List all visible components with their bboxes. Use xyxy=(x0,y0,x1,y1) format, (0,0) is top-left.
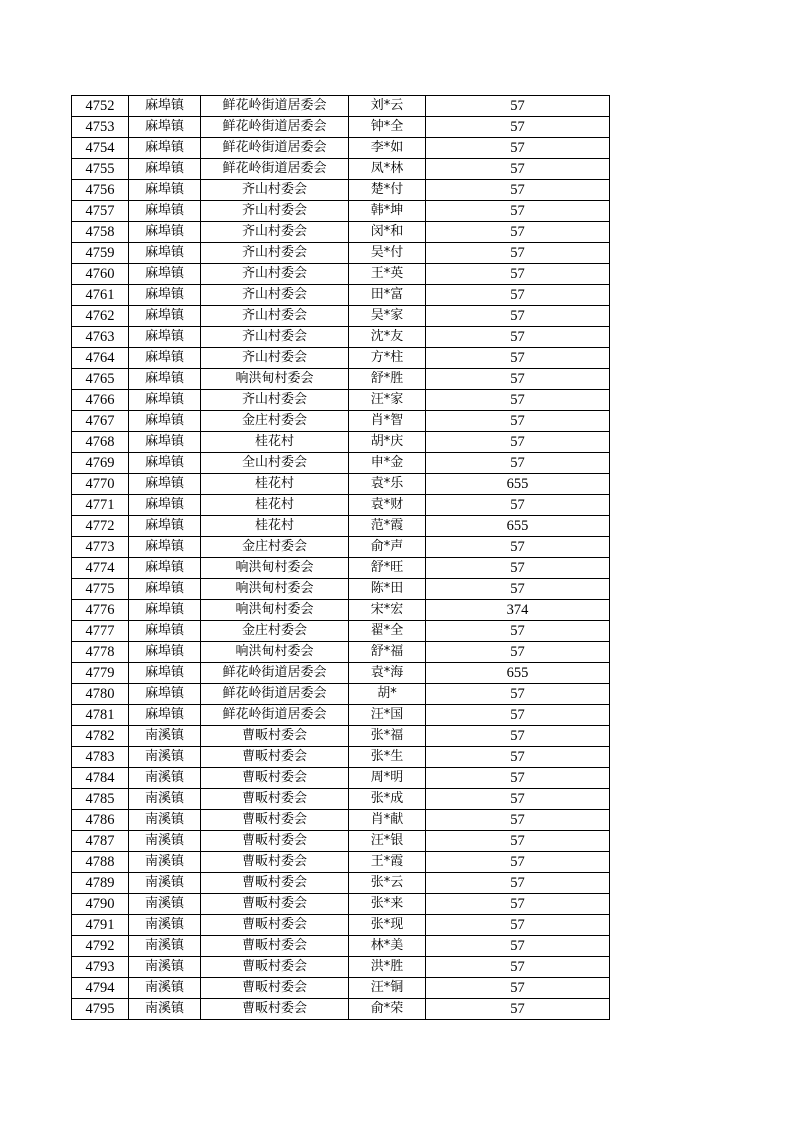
town-cell: 南溪镇 xyxy=(129,789,201,810)
town-cell: 麻埠镇 xyxy=(129,180,201,201)
town-cell: 麻埠镇 xyxy=(129,495,201,516)
town-cell: 麻埠镇 xyxy=(129,285,201,306)
table-row xyxy=(72,600,610,621)
serial-number-cell: 4782 xyxy=(72,726,129,747)
serial-number-cell: 4754 xyxy=(72,138,129,159)
serial-number-cell: 4793 xyxy=(72,957,129,978)
town-cell: 麻埠镇 xyxy=(129,579,201,600)
serial-number-cell: 4757 xyxy=(72,201,129,222)
village-committee-cell: 响洪甸村委会 xyxy=(201,369,349,390)
table-row xyxy=(72,348,610,369)
amount-cell: 57 xyxy=(426,201,610,222)
serial-number-cell: 4771 xyxy=(72,495,129,516)
town-cell: 麻埠镇 xyxy=(129,159,201,180)
table-row xyxy=(72,789,610,810)
town-cell: 南溪镇 xyxy=(129,747,201,768)
serial-number-cell: 4770 xyxy=(72,474,129,495)
amount-cell: 57 xyxy=(426,495,610,516)
table-row xyxy=(72,369,610,390)
serial-number-cell: 4766 xyxy=(72,390,129,411)
amount-cell: 57 xyxy=(426,873,610,894)
person-name-cell: 汪*铜 xyxy=(349,978,426,999)
village-committee-cell: 响洪甸村委会 xyxy=(201,600,349,621)
serial-number-cell: 4779 xyxy=(72,663,129,684)
person-name-cell: 袁*乐 xyxy=(349,474,426,495)
amount-cell: 57 xyxy=(426,936,610,957)
person-name-cell: 韩*坤 xyxy=(349,201,426,222)
data-table xyxy=(71,95,610,1020)
table-row xyxy=(72,537,610,558)
person-name-cell: 张*现 xyxy=(349,915,426,936)
person-name-cell: 舒*旺 xyxy=(349,558,426,579)
village-committee-cell: 齐山村委会 xyxy=(201,222,349,243)
table-row xyxy=(72,768,610,789)
village-committee-cell: 鲜花岭街道居委会 xyxy=(201,138,349,159)
table-row xyxy=(72,684,610,705)
town-cell: 麻埠镇 xyxy=(129,306,201,327)
serial-number-cell: 4760 xyxy=(72,264,129,285)
town-cell: 麻埠镇 xyxy=(129,264,201,285)
amount-cell: 57 xyxy=(426,978,610,999)
person-name-cell: 刘*云 xyxy=(349,96,426,117)
serial-number-cell: 4752 xyxy=(72,96,129,117)
amount-cell: 57 xyxy=(426,558,610,579)
amount-cell: 57 xyxy=(426,579,610,600)
amount-cell: 57 xyxy=(426,852,610,873)
person-name-cell: 张*来 xyxy=(349,894,426,915)
table-row xyxy=(72,117,610,138)
serial-number-cell: 4762 xyxy=(72,306,129,327)
village-committee-cell: 鲜花岭街道居委会 xyxy=(201,96,349,117)
village-committee-cell: 桂花村 xyxy=(201,474,349,495)
town-cell: 麻埠镇 xyxy=(129,474,201,495)
village-committee-cell: 齐山村委会 xyxy=(201,285,349,306)
amount-cell: 57 xyxy=(426,411,610,432)
table-row xyxy=(72,579,610,600)
town-cell: 麻埠镇 xyxy=(129,600,201,621)
amount-cell: 57 xyxy=(426,621,610,642)
person-name-cell: 宋*宏 xyxy=(349,600,426,621)
serial-number-cell: 4791 xyxy=(72,915,129,936)
town-cell: 麻埠镇 xyxy=(129,201,201,222)
table-row xyxy=(72,936,610,957)
village-committee-cell: 响洪甸村委会 xyxy=(201,579,349,600)
amount-cell: 57 xyxy=(426,789,610,810)
serial-number-cell: 4792 xyxy=(72,936,129,957)
person-name-cell: 俞*荣 xyxy=(349,999,426,1020)
person-name-cell: 胡* xyxy=(349,684,426,705)
person-name-cell: 闵*和 xyxy=(349,222,426,243)
table-row xyxy=(72,621,610,642)
table-row xyxy=(72,390,610,411)
person-name-cell: 舒*胜 xyxy=(349,369,426,390)
serial-number-cell: 4794 xyxy=(72,978,129,999)
person-name-cell: 张*云 xyxy=(349,873,426,894)
village-committee-cell: 金庄村委会 xyxy=(201,411,349,432)
village-committee-cell: 曹畈村委会 xyxy=(201,747,349,768)
serial-number-cell: 4781 xyxy=(72,705,129,726)
person-name-cell: 方*柱 xyxy=(349,348,426,369)
serial-number-cell: 4756 xyxy=(72,180,129,201)
amount-cell: 57 xyxy=(426,768,610,789)
village-committee-cell: 曹畈村委会 xyxy=(201,726,349,747)
person-name-cell: 李*如 xyxy=(349,138,426,159)
village-committee-cell: 曹畈村委会 xyxy=(201,915,349,936)
table-row xyxy=(72,894,610,915)
table-row xyxy=(72,852,610,873)
village-committee-cell: 曹畈村委会 xyxy=(201,978,349,999)
town-cell: 麻埠镇 xyxy=(129,684,201,705)
town-cell: 麻埠镇 xyxy=(129,705,201,726)
amount-cell: 57 xyxy=(426,726,610,747)
serial-number-cell: 4785 xyxy=(72,789,129,810)
town-cell: 麻埠镇 xyxy=(129,138,201,159)
person-name-cell: 洪*胜 xyxy=(349,957,426,978)
table-row xyxy=(72,285,610,306)
amount-cell: 655 xyxy=(426,474,610,495)
town-cell: 麻埠镇 xyxy=(129,642,201,663)
amount-cell: 57 xyxy=(426,390,610,411)
person-name-cell: 吴*付 xyxy=(349,243,426,264)
town-cell: 麻埠镇 xyxy=(129,390,201,411)
serial-number-cell: 4755 xyxy=(72,159,129,180)
person-name-cell: 沈*友 xyxy=(349,327,426,348)
amount-cell: 57 xyxy=(426,96,610,117)
table-row xyxy=(72,810,610,831)
amount-cell: 57 xyxy=(426,747,610,768)
serial-number-cell: 4759 xyxy=(72,243,129,264)
town-cell: 麻埠镇 xyxy=(129,537,201,558)
town-cell: 南溪镇 xyxy=(129,957,201,978)
amount-cell: 57 xyxy=(426,432,610,453)
town-cell: 麻埠镇 xyxy=(129,243,201,264)
table-row xyxy=(72,243,610,264)
amount-cell: 57 xyxy=(426,957,610,978)
table-row xyxy=(72,495,610,516)
village-committee-cell: 桂花村 xyxy=(201,495,349,516)
person-name-cell: 陈*田 xyxy=(349,579,426,600)
amount-cell: 57 xyxy=(426,285,610,306)
town-cell: 南溪镇 xyxy=(129,810,201,831)
serial-number-cell: 4777 xyxy=(72,621,129,642)
person-name-cell: 林*美 xyxy=(349,936,426,957)
table-row xyxy=(72,642,610,663)
town-cell: 南溪镇 xyxy=(129,726,201,747)
table-row xyxy=(72,999,610,1020)
person-name-cell: 舒*福 xyxy=(349,642,426,663)
serial-number-cell: 4753 xyxy=(72,117,129,138)
person-name-cell: 范*霞 xyxy=(349,516,426,537)
amount-cell: 57 xyxy=(426,243,610,264)
amount-cell: 57 xyxy=(426,684,610,705)
village-committee-cell: 曹畈村委会 xyxy=(201,810,349,831)
serial-number-cell: 4765 xyxy=(72,369,129,390)
person-name-cell: 俞*声 xyxy=(349,537,426,558)
table-row xyxy=(72,747,610,768)
amount-cell: 57 xyxy=(426,915,610,936)
person-name-cell: 吴*家 xyxy=(349,306,426,327)
table-row xyxy=(72,705,610,726)
town-cell: 麻埠镇 xyxy=(129,348,201,369)
table-body xyxy=(72,96,610,1020)
town-cell: 麻埠镇 xyxy=(129,453,201,474)
town-cell: 麻埠镇 xyxy=(129,432,201,453)
serial-number-cell: 4773 xyxy=(72,537,129,558)
town-cell: 南溪镇 xyxy=(129,873,201,894)
amount-cell: 57 xyxy=(426,999,610,1020)
table-row xyxy=(72,159,610,180)
amount-cell: 57 xyxy=(426,642,610,663)
serial-number-cell: 4764 xyxy=(72,348,129,369)
amount-cell: 655 xyxy=(426,516,610,537)
person-name-cell: 钟*全 xyxy=(349,117,426,138)
village-committee-cell: 鲜花岭街道居委会 xyxy=(201,159,349,180)
table-row xyxy=(72,432,610,453)
person-name-cell: 凤*林 xyxy=(349,159,426,180)
person-name-cell: 申*金 xyxy=(349,453,426,474)
amount-cell: 57 xyxy=(426,327,610,348)
serial-number-cell: 4786 xyxy=(72,810,129,831)
town-cell: 南溪镇 xyxy=(129,831,201,852)
person-name-cell: 袁*海 xyxy=(349,663,426,684)
town-cell: 麻埠镇 xyxy=(129,96,201,117)
village-committee-cell: 曹畈村委会 xyxy=(201,768,349,789)
serial-number-cell: 4788 xyxy=(72,852,129,873)
person-name-cell: 张*生 xyxy=(349,747,426,768)
serial-number-cell: 4789 xyxy=(72,873,129,894)
table-row xyxy=(72,222,610,243)
town-cell: 南溪镇 xyxy=(129,915,201,936)
village-committee-cell: 曹畈村委会 xyxy=(201,789,349,810)
town-cell: 南溪镇 xyxy=(129,768,201,789)
person-name-cell: 汪*家 xyxy=(349,390,426,411)
village-committee-cell: 齐山村委会 xyxy=(201,243,349,264)
serial-number-cell: 4758 xyxy=(72,222,129,243)
table-row xyxy=(72,663,610,684)
town-cell: 南溪镇 xyxy=(129,978,201,999)
person-name-cell: 张*成 xyxy=(349,789,426,810)
village-committee-cell: 曹畈村委会 xyxy=(201,831,349,852)
village-committee-cell: 齐山村委会 xyxy=(201,306,349,327)
table-row xyxy=(72,96,610,117)
village-committee-cell: 曹畈村委会 xyxy=(201,957,349,978)
table-row xyxy=(72,957,610,978)
person-name-cell: 周*明 xyxy=(349,768,426,789)
village-committee-cell: 响洪甸村委会 xyxy=(201,642,349,663)
town-cell: 南溪镇 xyxy=(129,852,201,873)
table-row xyxy=(72,726,610,747)
amount-cell: 57 xyxy=(426,894,610,915)
person-name-cell: 王*霞 xyxy=(349,852,426,873)
amount-cell: 57 xyxy=(426,138,610,159)
village-committee-cell: 曹畈村委会 xyxy=(201,894,349,915)
serial-number-cell: 4775 xyxy=(72,579,129,600)
village-committee-cell: 鲜花岭街道居委会 xyxy=(201,705,349,726)
amount-cell: 374 xyxy=(426,600,610,621)
village-committee-cell: 曹畈村委会 xyxy=(201,999,349,1020)
amount-cell: 57 xyxy=(426,264,610,285)
village-committee-cell: 桂花村 xyxy=(201,432,349,453)
village-committee-cell: 齐山村委会 xyxy=(201,390,349,411)
serial-number-cell: 4768 xyxy=(72,432,129,453)
person-name-cell: 肖*智 xyxy=(349,411,426,432)
person-name-cell: 袁*财 xyxy=(349,495,426,516)
village-committee-cell: 曹畈村委会 xyxy=(201,936,349,957)
serial-number-cell: 4795 xyxy=(72,999,129,1020)
village-committee-cell: 齐山村委会 xyxy=(201,180,349,201)
serial-number-cell: 4769 xyxy=(72,453,129,474)
person-name-cell: 楚*付 xyxy=(349,180,426,201)
amount-cell: 57 xyxy=(426,453,610,474)
table-row xyxy=(72,453,610,474)
serial-number-cell: 4772 xyxy=(72,516,129,537)
town-cell: 麻埠镇 xyxy=(129,621,201,642)
village-committee-cell: 曹畈村委会 xyxy=(201,852,349,873)
village-committee-cell: 金庄村委会 xyxy=(201,537,349,558)
village-committee-cell: 齐山村委会 xyxy=(201,327,349,348)
town-cell: 麻埠镇 xyxy=(129,369,201,390)
table-row xyxy=(72,978,610,999)
village-committee-cell: 金庄村委会 xyxy=(201,621,349,642)
serial-number-cell: 4783 xyxy=(72,747,129,768)
table-row xyxy=(72,264,610,285)
amount-cell: 57 xyxy=(426,831,610,852)
village-committee-cell: 鲜花岭街道居委会 xyxy=(201,117,349,138)
amount-cell: 57 xyxy=(426,222,610,243)
town-cell: 南溪镇 xyxy=(129,999,201,1020)
person-name-cell: 胡*庆 xyxy=(349,432,426,453)
table-row xyxy=(72,411,610,432)
serial-number-cell: 4790 xyxy=(72,894,129,915)
amount-cell: 57 xyxy=(426,810,610,831)
table-row xyxy=(72,474,610,495)
town-cell: 麻埠镇 xyxy=(129,663,201,684)
person-name-cell: 翟*全 xyxy=(349,621,426,642)
serial-number-cell: 4761 xyxy=(72,285,129,306)
town-cell: 麻埠镇 xyxy=(129,411,201,432)
serial-number-cell: 4787 xyxy=(72,831,129,852)
town-cell: 麻埠镇 xyxy=(129,222,201,243)
amount-cell: 57 xyxy=(426,348,610,369)
serial-number-cell: 4774 xyxy=(72,558,129,579)
serial-number-cell: 4780 xyxy=(72,684,129,705)
village-committee-cell: 齐山村委会 xyxy=(201,264,349,285)
person-name-cell: 王*英 xyxy=(349,264,426,285)
village-committee-cell: 全山村委会 xyxy=(201,453,349,474)
amount-cell: 57 xyxy=(426,180,610,201)
table-row xyxy=(72,873,610,894)
person-name-cell: 肖*献 xyxy=(349,810,426,831)
town-cell: 南溪镇 xyxy=(129,894,201,915)
table-row xyxy=(72,327,610,348)
table-row xyxy=(72,138,610,159)
amount-cell: 57 xyxy=(426,705,610,726)
village-committee-cell: 鲜花岭街道居委会 xyxy=(201,663,349,684)
town-cell: 麻埠镇 xyxy=(129,327,201,348)
village-committee-cell: 桂花村 xyxy=(201,516,349,537)
table-row xyxy=(72,516,610,537)
village-committee-cell: 齐山村委会 xyxy=(201,348,349,369)
person-name-cell: 田*富 xyxy=(349,285,426,306)
serial-number-cell: 4763 xyxy=(72,327,129,348)
village-committee-cell: 响洪甸村委会 xyxy=(201,558,349,579)
village-committee-cell: 鲜花岭街道居委会 xyxy=(201,684,349,705)
person-name-cell: 张*福 xyxy=(349,726,426,747)
town-cell: 麻埠镇 xyxy=(129,516,201,537)
village-committee-cell: 曹畈村委会 xyxy=(201,873,349,894)
serial-number-cell: 4778 xyxy=(72,642,129,663)
person-name-cell: 汪*银 xyxy=(349,831,426,852)
serial-number-cell: 4767 xyxy=(72,411,129,432)
table-row xyxy=(72,831,610,852)
serial-number-cell: 4776 xyxy=(72,600,129,621)
table-row xyxy=(72,915,610,936)
amount-cell: 57 xyxy=(426,369,610,390)
village-committee-cell: 齐山村委会 xyxy=(201,201,349,222)
town-cell: 麻埠镇 xyxy=(129,117,201,138)
table-row xyxy=(72,201,610,222)
table-row xyxy=(72,558,610,579)
amount-cell: 57 xyxy=(426,306,610,327)
table-row xyxy=(72,306,610,327)
amount-cell: 57 xyxy=(426,117,610,138)
amount-cell: 655 xyxy=(426,663,610,684)
serial-number-cell: 4784 xyxy=(72,768,129,789)
table-row xyxy=(72,180,610,201)
amount-cell: 57 xyxy=(426,537,610,558)
person-name-cell: 汪*国 xyxy=(349,705,426,726)
town-cell: 麻埠镇 xyxy=(129,558,201,579)
town-cell: 南溪镇 xyxy=(129,936,201,957)
amount-cell: 57 xyxy=(426,159,610,180)
